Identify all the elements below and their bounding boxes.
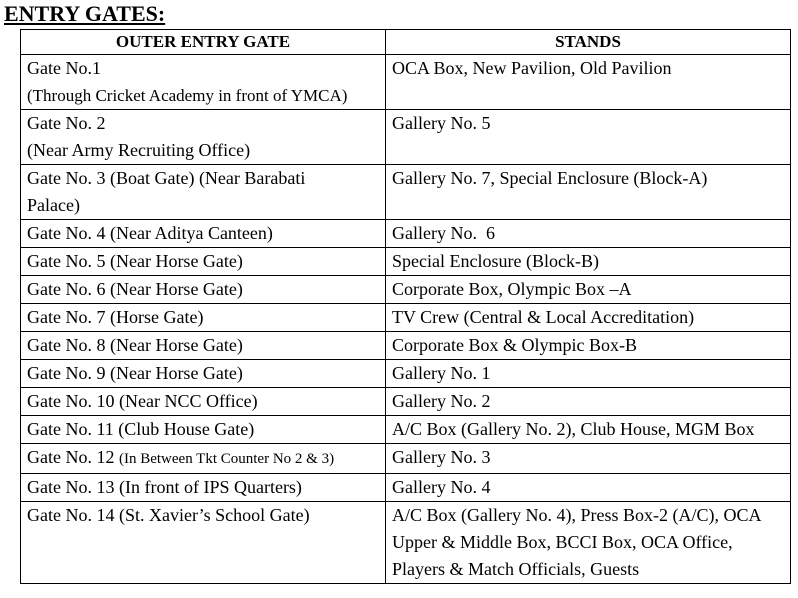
stands-cell: Special Enclosure (Block-B) [386,248,791,276]
stands-cell: Gallery No. 4 [386,474,791,502]
gate-note: (Through Cricket Academy in front of YMCA) [27,86,348,105]
gate-name: Gate No. 2 [27,113,106,133]
table-row [21,502,791,584]
page-title: ENTRY GATES: [4,1,166,26]
gate-cell: Gate No. 9 (Near Horse Gate) [21,360,386,388]
entry-gates-table [20,29,791,584]
table-row [21,55,791,110]
stands-cell: Gallery No. 2 [386,388,791,416]
gate-cell: Gate No. 10 (Near NCC Office) [21,388,386,416]
gate-cell: Gate No. 4 (Near Aditya Canteen) [21,220,386,248]
gate-cell: Gate No. 7 (Horse Gate) [21,304,386,332]
table-row [21,360,791,388]
gate-name: Gate No. 12 [27,447,115,467]
table-row [21,110,791,165]
gate-cell: Gate No. 14 (St. Xavier’s School Gate) [21,502,386,584]
table-header-row [21,30,791,55]
gate-cell: Gate No. 13 (In front of IPS Quarters) [21,474,386,502]
table-row [21,444,791,474]
stands-cell: Gallery No. 1 [386,360,791,388]
table-row [21,304,791,332]
gate-cell: Gate No. 5 (Near Horse Gate) [21,248,386,276]
gate-cell: Gate No. 6 (Near Horse Gate) [21,276,386,304]
stands-cell: Corporate Box & Olympic Box-B [386,332,791,360]
stands-cell: Corporate Box, Olympic Box –A [386,276,791,304]
table-row [21,165,791,220]
stands-cell: Gallery No. 7, Special Enclosure (Block-A) [386,165,791,220]
stands-cell: TV Crew (Central & Local Accreditation) [386,304,791,332]
gate-cell: Gate No. 11 (Club House Gate) [21,416,386,444]
table-row [21,276,791,304]
table-row [21,474,791,502]
table-row [21,248,791,276]
gate-cell [21,444,386,474]
stands-cell: Gallery No. 6 [386,220,791,248]
gate-note: (In Between Tkt Counter No 2 & 3) [118,451,335,467]
stands-cell: Gallery No. 5 [386,110,791,165]
table-row [21,220,791,248]
table-row [21,416,791,444]
table-row [21,388,791,416]
gate-cell [21,55,386,110]
gate-cell: Gate No. 8 (Near Horse Gate) [21,332,386,360]
stands-cell: A/C Box (Gallery No. 4), Press Box-2 (A/C), OCA Upper & Middle Box, BCCI Box, OCA Office, Players & Match Officials, Guests [386,502,791,584]
stands-cell: A/C Box (Gallery No. 2), Club House, MGM Box [386,416,791,444]
gate-name: Gate No.1 [27,58,101,78]
table-row [21,332,791,360]
stands-cell: OCA Box, New Pavilion, Old Pavilion [386,55,791,110]
gate-note: (Near Army Recruiting Office) [27,140,251,160]
gate-cell: Gate No. 3 (Boat Gate) (Near Barabati Palace) [21,165,386,220]
stands-cell: Gallery No. 3 [386,444,791,474]
column-header-stands: STANDS [386,30,791,55]
gate-cell [21,110,386,165]
column-header-outer-entry-gate: OUTER ENTRY GATE [21,30,386,55]
